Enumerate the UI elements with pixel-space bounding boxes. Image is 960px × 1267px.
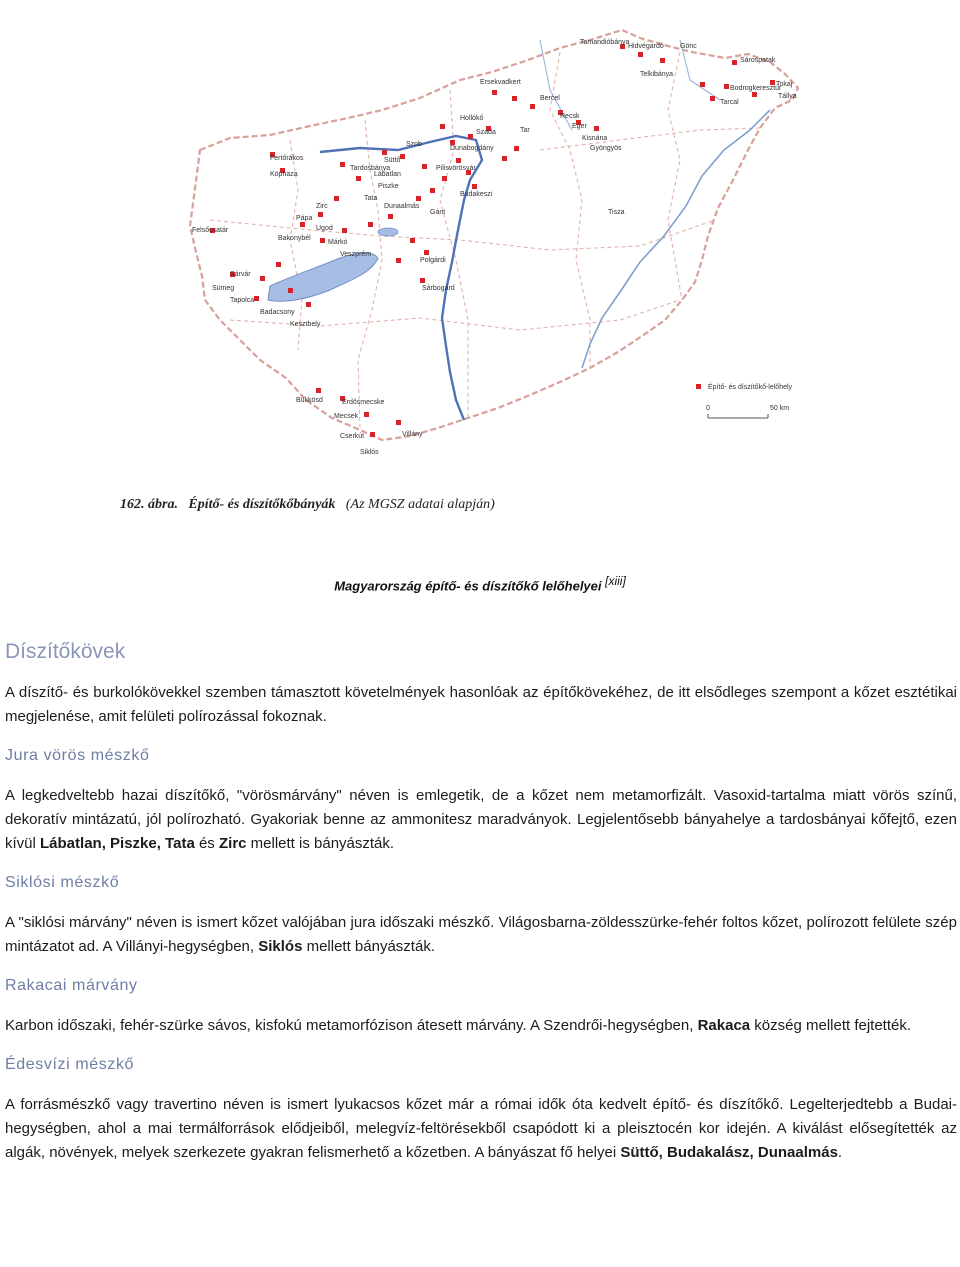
svg-text:Bakonybél: Bakonybél <box>278 235 311 242</box>
section-title-siklos: Siklósi mészkő <box>5 874 120 891</box>
svg-text:Tata: Tata <box>364 195 378 202</box>
svg-text:Villány: Villány <box>402 431 423 438</box>
section-title-jura: Jura vörös mészkő <box>5 747 150 764</box>
bold-place-rakaca: Rakaca <box>697 1017 751 1034</box>
caption-text: Magyarország építő- és díszítőkő lelőhelyei <box>334 578 602 594</box>
figure-caption <box>120 495 495 512</box>
svg-text:Ersekvadkert: Ersekvadkert <box>480 79 521 86</box>
svg-text:Mecsek: Mecsek <box>334 413 359 420</box>
svg-text:Sárospatak: Sárospatak <box>740 57 776 64</box>
intro-paragraph: A díszítő- és burkolókövekkel szemben támasztott követelmények hasonlóak az építőkövekéhez, de itt elsődleges szempont a kőzet esztétikai megjelenése, amit felületi polírozással fokoznak. <box>5 684 957 725</box>
bold-place-names: Süttő, Budakalász, Dunaalmás <box>620 1144 838 1161</box>
svg-text:Márkó: Márkó <box>328 239 348 246</box>
svg-text:Badacsony: Badacsony <box>260 309 295 316</box>
scale-zero: 0 <box>706 405 710 412</box>
image-caption <box>0 574 960 593</box>
svg-text:Sárbogárd: Sárbogárd <box>422 285 455 292</box>
svg-text:Tarcal: Tarcal <box>720 99 739 106</box>
svg-text:Pilisvörösvár: Pilisvörösvár <box>436 165 476 172</box>
svg-text:Bodrogkeresztúr: Bodrogkeresztúr <box>730 85 782 92</box>
svg-text:Sümeg: Sümeg <box>212 285 235 292</box>
svg-text:Hollókő: Hollókő <box>460 115 484 122</box>
figure-source: (Az MGSZ adatai alapján) <box>345 497 495 512</box>
scale-end: 50 km <box>770 405 790 412</box>
svg-text:Gánt: Gánt <box>430 209 446 216</box>
section-text-rakaca: Karbon időszaki, fehér-szürke sávos, kisfokú metamorfózison átesett márvány. A Szendrői-hegységben, Rakaca község mellett fejtették. <box>5 1017 912 1034</box>
svg-text:Tállya: Tállya <box>778 93 797 100</box>
section-title-edesvizi: Édesvízi mészkő <box>5 1056 135 1073</box>
svg-text:Piszke: Piszke <box>378 183 399 190</box>
svg-text:Erdősmecske: Erdősmecske <box>342 399 385 406</box>
svg-text:Lábatlan: Lábatlan <box>374 171 401 178</box>
svg-text:Szada: Szada <box>476 129 496 136</box>
svg-text:Bükkösd: Bükkösd <box>296 397 323 404</box>
svg-text:Dunabogdány: Dunabogdány <box>450 145 494 152</box>
section-text-jura: A legkedveltebb hazai díszítőkő, "vörösmárvány" néven is emlegetik, de a kőzet nem metamorfizált. Vasoxid-tartalma miatt vörös színű, dekoratív mintázatú, jól polírozható. Gyakoriak benne az ammonitesz maradványok. Legjelentősebb bányahelye a tardosbányai kőfejtő, ezen kívül Lábatlan, Piszke, Tata és Zirc mellett is bányászták. <box>5 787 957 852</box>
svg-text:Zirc: Zirc <box>316 203 328 210</box>
svg-text:Köphaza: Köphaza <box>270 171 298 178</box>
caption-reference-link[interactable]: [xiii] <box>605 574 626 588</box>
article-content <box>5 640 957 1165</box>
legend-label: Építő- és díszítőkő-lelőhely <box>708 384 793 391</box>
section-title-rakaca: Rakacai márvány <box>5 977 138 994</box>
svg-text:Keszthely: Keszthely <box>290 321 321 328</box>
svg-text:Tardosbánya: Tardosbánya <box>350 165 391 172</box>
svg-text:Sárvár: Sárvár <box>230 271 251 278</box>
svg-text:Felsőcsatár: Felsőcsatár <box>192 227 229 234</box>
bold-place-siklos: Siklós <box>258 938 303 955</box>
svg-text:Gönc: Gönc <box>680 43 697 50</box>
bold-place-zirc: Zirc <box>218 835 247 852</box>
svg-text:Dunaalmás: Dunaalmás <box>384 203 420 210</box>
svg-text:Budakeszi: Budakeszi <box>460 191 493 198</box>
figure-number: 162. ábra. <box>120 497 178 512</box>
quarry-map-figure <box>120 0 900 520</box>
svg-text:Bercel: Bercel <box>540 95 560 102</box>
page-heading: Díszítőkövek <box>5 640 126 663</box>
svg-text:Hidvégardó: Hidvégardó <box>628 43 664 50</box>
svg-text:Siklós: Siklós <box>360 449 379 456</box>
svg-text:Tokaj: Tokaj <box>776 81 793 88</box>
svg-text:Pápa: Pápa <box>296 215 313 222</box>
svg-text:Gyöngyös: Gyöngyös <box>590 145 622 152</box>
section-text-edesvizi: A forrásmészkő vagy travertino néven is ismert lyukacsos kőzet már a római idők óta kedvelt építő- és díszítőkő. Legelterjedtebb a Budai-hegységben, ahol a mai termálforrások elődjeiből, melegvíz-feltörésekből csapódott ki a pleisztocén kor idején. A kiválást elősegítették az algák, növények, melyek szerkezete gyakran felismerhető a kőzetben. A bányászat fő helyei Süttő, Budakalász, Dunaalmás. <box>5 1096 957 1161</box>
svg-text:Tar: Tar <box>520 127 530 134</box>
svg-text:Polgárdi: Polgárdi <box>420 257 446 264</box>
svg-text:Telkibánya: Telkibánya <box>640 71 674 78</box>
svg-text:Fertőrákos: Fertőrákos <box>270 155 304 162</box>
figure-title: Építő- és díszítőkőbányák <box>188 497 336 512</box>
svg-text:Cserkút: Cserkút <box>340 433 365 440</box>
svg-text:Veszprém: Veszprém <box>340 251 372 258</box>
svg-text:Eger: Eger <box>572 123 587 130</box>
svg-text:Recsk: Recsk <box>560 113 580 120</box>
svg-text:Szob: Szob <box>406 141 422 148</box>
lake-balaton <box>268 253 378 302</box>
section-text-siklos: A "siklósi márvány" néven is ismert kőzet valójában jura időszaki mészkő. Világosbarna-zöldesszürke-fehér foltos kőzet, polírozott felülete szép mintázatot ad. A Villányi-hegységben, Siklós mellett bányászták. <box>5 914 957 955</box>
bold-place-names: Lábatlan, Piszke, Tata <box>40 835 195 852</box>
svg-text:Kisnána: Kisnána <box>582 135 608 142</box>
svg-text:Tapolca: Tapolca <box>230 297 255 304</box>
svg-text:Ugod: Ugod <box>316 225 333 232</box>
svg-text:Süttő: Süttő <box>384 157 401 164</box>
svg-text:Tisza: Tisza <box>608 209 625 216</box>
svg-text:Tamandióbánya: Tamandióbánya <box>580 39 630 46</box>
